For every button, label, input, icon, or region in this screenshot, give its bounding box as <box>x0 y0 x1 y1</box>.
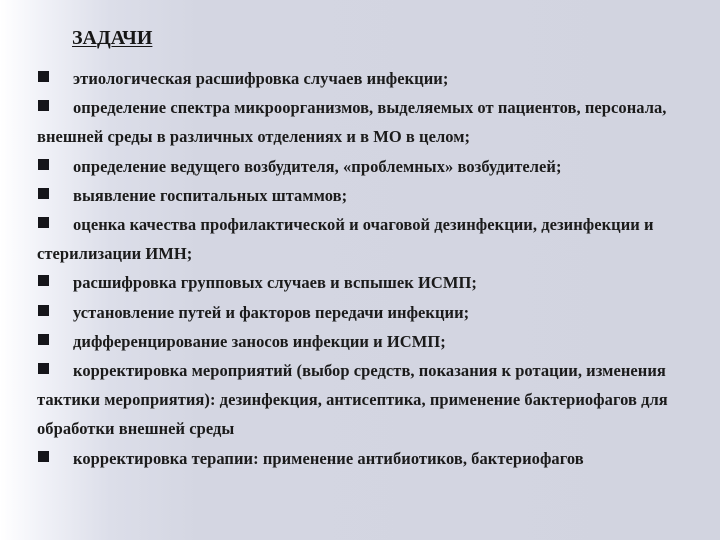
list-item-text: выявление госпитальных штаммов; <box>73 185 348 205</box>
square-bullet-icon <box>38 217 49 228</box>
list-item <box>37 64 707 93</box>
list-item <box>37 327 707 356</box>
square-bullet-icon <box>38 159 49 170</box>
list-item <box>37 268 707 297</box>
square-bullet-icon <box>38 363 49 374</box>
square-bullet-icon <box>38 100 49 111</box>
list-item-text: установление путей и факторов передачи инфекции; <box>73 302 470 322</box>
list-item-text: оценка качества профилактической и очаговой дезинфекции, дезинфекции и стерилизации ИМН; <box>37 215 654 264</box>
list-item <box>37 444 707 473</box>
square-bullet-icon <box>38 71 49 82</box>
list-item <box>37 298 707 327</box>
list-item-text: дифференцирование заносов инфекции и ИСМП; <box>73 331 446 351</box>
square-bullet-icon <box>38 305 49 316</box>
list-item-text: корректировка мероприятий (выбор средств, показания к ротации, изменения тактики мероприятия): дезинфекция, антисептика, применение бактериофагов для обработки внешней среды <box>37 361 668 439</box>
list-item-text: расшифровка групповых случаев и вспышек ИСМП; <box>73 273 477 293</box>
list-item-text: определение ведущего возбудителя, «проблемных» возбудителей; <box>73 156 562 176</box>
square-bullet-icon <box>38 188 49 199</box>
list-item-text: определение спектра микроорганизмов, выделяемых от пациентов, персонала, внешней среды в различных отделениях и в МО в целом; <box>37 98 667 147</box>
list-item <box>37 356 707 444</box>
square-bullet-icon <box>38 334 49 345</box>
list-item <box>37 181 707 210</box>
list-item <box>37 152 707 181</box>
task-list <box>37 64 707 473</box>
list-item <box>37 93 707 151</box>
list-item-text: корректировка терапии: применение антибиотиков, бактериофагов <box>73 448 584 468</box>
list-item <box>37 210 707 268</box>
square-bullet-icon <box>38 275 49 286</box>
slide-title: ЗАДАЧИ <box>72 27 153 49</box>
square-bullet-icon <box>38 451 49 462</box>
list-item-text: этиологическая расшифровка случаев инфекции; <box>73 69 449 88</box>
